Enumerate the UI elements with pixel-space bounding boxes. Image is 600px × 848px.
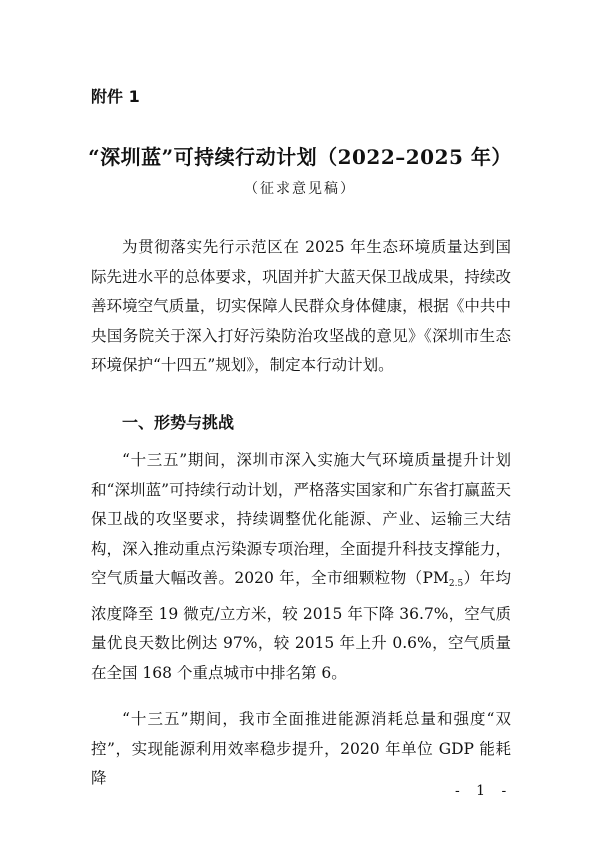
pm-subscript: 2.5 <box>448 579 464 589</box>
paragraph-text: “十三五”期间，深圳市深入实施大气环境质量提升计划和“深圳蓝”可持续行动计划，严格落实国家和广东省打赢蓝天保卫战的攻坚要求，持续调整优化能源、产业、运输三大结构，深入推动重点污染源专项治理，全面提升科技支撑能力，空气质量大幅改善。2020 年，全市细颗粒物（PM <box>91 451 511 587</box>
body-paragraph: “十三五”期间，我市全面推进能源消耗总量和强度“双控”，实现能源利用效率稳步提升，2020 年单位 GDP 能耗降 <box>91 710 511 787</box>
section-heading: 一、形势与挑战 <box>122 413 235 432</box>
intro-paragraph: 为贯彻落实先行示范区在 2025 年生态环境质量达到国际先进水平的总体要求，巩固并扩大蓝天保卫战成果，持续改善环境空气质量，切实保障人民群众身体健康，根据《中共中央国务院关于深入打好污染防治攻坚战的意见》《深圳市生态环境保护“十四五”规划》，制定本行动计划。 <box>91 238 511 374</box>
paragraph-text: ）年均浓度降至 19 微克/立方米，较 2015 年下降 36.7%，空气质量优良天数比例达 97%，较 2015 年上升 0.6%，空气质量在全国 168 个重点城市中排名第 6。 <box>91 569 511 682</box>
attachment-label: 附件 1 <box>91 87 140 106</box>
document-title: “深圳蓝”可持续行动计划（2022–2025 年） <box>88 145 512 169</box>
body-paragraph <box>91 446 511 688</box>
document-subtitle: （征求意见稿） <box>244 181 356 197</box>
page-number: - 1 - <box>455 783 513 799</box>
